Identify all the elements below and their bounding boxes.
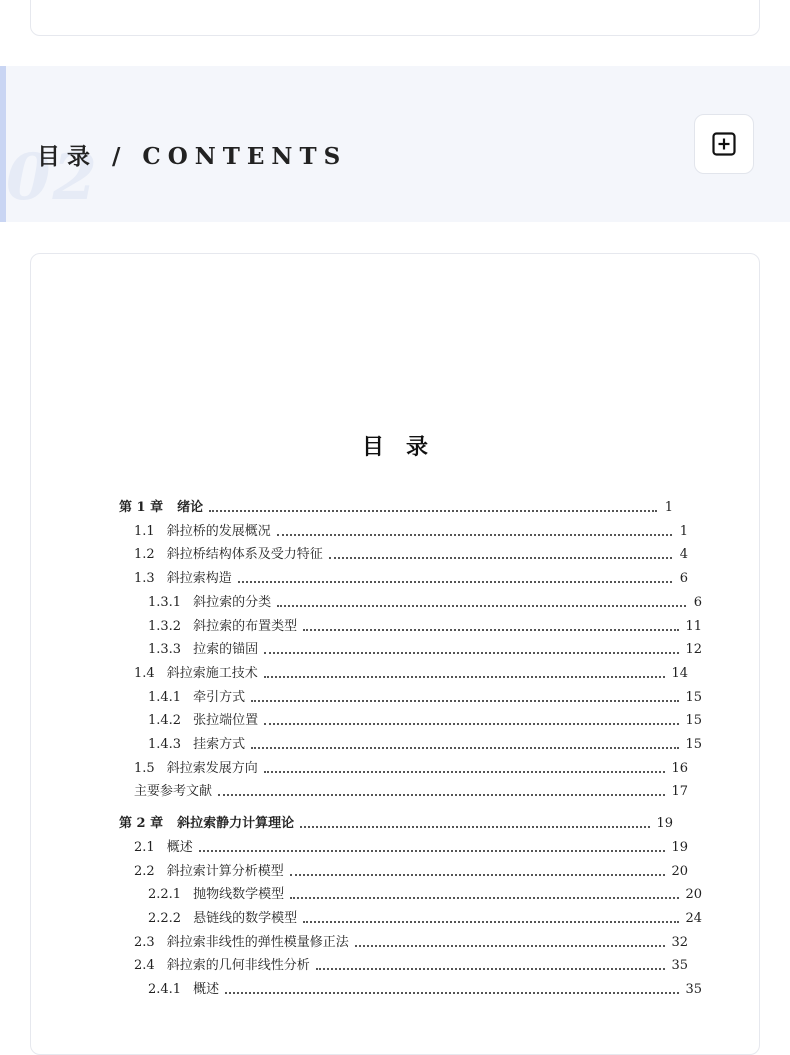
toc-entry[interactable] [119, 838, 688, 858]
toc-entry-page: 12 [685, 642, 702, 658]
toc-entry-label: 斜拉索发展方向 [166, 760, 258, 776]
section-header [0, 66, 790, 222]
toc-entry[interactable] [119, 711, 702, 731]
toc-entry-page: 6 [693, 594, 702, 610]
document-page [30, 253, 760, 1055]
toc-entry-label: 斜拉索构造 [166, 571, 232, 587]
toc-entry-label: 斜拉索的布置类型 [193, 618, 298, 634]
toc-entry-page: 11 [685, 618, 702, 634]
toc-entry-label: 张拉端位置 [193, 713, 259, 729]
toc-entry-leader [277, 534, 672, 536]
toc-entry[interactable] [119, 862, 688, 882]
toc-entry[interactable] [119, 688, 702, 708]
toc-entry-label: 抛物线数学模型 [193, 887, 285, 903]
toc-entry[interactable] [119, 759, 688, 779]
section-title: 目录 / CONTENTS [37, 143, 348, 170]
toc-entry-leader [199, 850, 666, 852]
toc-entry-number: 2.2.2 [148, 910, 182, 926]
toc-entry-leader [264, 723, 679, 725]
toc-entry-leader [300, 826, 650, 828]
toc-entry-number: 2.3 [134, 934, 155, 950]
toc-entry-leader [303, 629, 679, 631]
toc-entry-page: 6 [679, 571, 688, 587]
toc-entry[interactable] [119, 735, 702, 755]
toc-entry-number: 2.4.1 [148, 982, 182, 997]
toc-entry-number: 2.1 [134, 839, 155, 855]
toc-entry-leader [290, 897, 679, 899]
toc-entry[interactable] [119, 545, 688, 565]
toc-entry[interactable] [119, 569, 688, 589]
toc-entry-number: 2.2 [134, 863, 155, 879]
toc-entry-leader [209, 510, 657, 512]
toc-entry-leader [264, 676, 666, 678]
toc-entry-page: 4 [679, 547, 688, 563]
toc-entry-number: 2.2.1 [148, 887, 182, 903]
toc-entry-number: 1.3.1 [148, 594, 182, 610]
toc-entry-leader [264, 652, 679, 654]
toc-entry[interactable] [119, 980, 702, 1000]
toc-entry-number: 1.3 [134, 571, 155, 587]
toc-entry-page: 20 [671, 863, 688, 879]
toc-entry-leader [329, 557, 672, 559]
toc-entry-number: 1.3.3 [148, 642, 182, 658]
toc-entry-leader [225, 992, 679, 994]
toc-entry-leader [218, 794, 665, 796]
toc-entry[interactable] [119, 909, 702, 929]
toc-entry-number: 1.2 [134, 547, 155, 563]
toc-entry-page: 1 [679, 523, 688, 539]
toc-entry-leader [290, 874, 666, 876]
toc-entry[interactable] [119, 782, 688, 802]
toc-entry-number: 1.4 [134, 665, 155, 681]
toc-entry-leader [264, 771, 666, 773]
toc-entry-page: 19 [656, 816, 673, 832]
toc-entry[interactable] [119, 885, 702, 905]
toc-entry-page: 35 [685, 982, 702, 997]
toc-entry-number: 1.4.1 [148, 689, 182, 705]
toc-entry-page: 16 [671, 760, 688, 776]
toc-entry-page: 15 [685, 713, 702, 729]
toc-entry-label: 斜拉桥结构体系及受力特征 [166, 547, 323, 563]
toc-entry-number: 1.4.3 [148, 737, 182, 752]
toc-entry-number: 第 1 章 [119, 500, 164, 515]
toc-entry-label: 绪论 [177, 500, 204, 515]
toc-entry-page: 35 [671, 958, 688, 974]
section-number: 02 [6, 140, 100, 215]
toc-entry-page: 32 [671, 934, 688, 950]
toc-entry[interactable] [119, 617, 702, 637]
toc-entry[interactable] [119, 814, 673, 834]
toc-entry-number: 第 2 章 [119, 816, 164, 832]
toc-entry-label: 斜拉索非线性的弹性模量修正法 [166, 934, 349, 950]
toc-entry-page: 14 [671, 665, 688, 681]
toc-entry-label: 悬链线的数学模型 [193, 910, 298, 926]
toc-entry-label: 斜拉索计算分析模型 [166, 863, 284, 879]
toc-entry-number: 1.4.2 [148, 713, 182, 729]
toc-entry-number: 1.5 [134, 760, 155, 776]
toc-entry-number: 1.1 [134, 523, 155, 539]
toc-entry-leader [277, 605, 686, 607]
toc-entry-label: 挂索方式 [193, 737, 246, 752]
toc-entry[interactable] [119, 593, 702, 613]
toc-entry-label: 主要参考文献 [134, 784, 213, 800]
toc-entry[interactable] [119, 498, 673, 518]
expand-button[interactable] [694, 114, 754, 174]
toc-entry-page: 15 [685, 737, 702, 752]
previous-section-card [30, 0, 760, 36]
toc-entry-label: 拉索的锚固 [193, 642, 259, 658]
toc-entry[interactable] [119, 640, 702, 660]
toc-entry-label: 牵引方式 [193, 689, 246, 705]
toc-entry-leader [355, 945, 666, 947]
toc-entry-label: 概述 [193, 982, 220, 997]
toc-entry-label: 斜拉索的几何非线性分析 [166, 958, 310, 974]
toc-entry-page: 1 [664, 500, 673, 515]
toc-entry-leader [316, 968, 666, 970]
toc-entry[interactable] [119, 522, 688, 542]
plus-square-icon [711, 131, 737, 157]
toc-entry-number: 1.3.2 [148, 618, 182, 634]
toc-entry-page: 17 [671, 784, 688, 800]
toc-entry[interactable] [119, 933, 688, 953]
toc-entry[interactable] [119, 956, 688, 976]
toc-entry[interactable] [119, 664, 688, 684]
toc-entry-number: 2.4 [134, 958, 155, 974]
toc-entry-page: 24 [685, 910, 702, 926]
toc-entry-label: 斜拉索静力计算理论 [177, 816, 295, 832]
document-title: 目 录 [361, 434, 428, 460]
toc-entry-leader [251, 700, 679, 702]
toc-entry-page: 20 [685, 887, 702, 903]
toc-entry-leader [303, 921, 679, 923]
toc-entry-page: 19 [671, 839, 688, 855]
toc-entry-label: 斜拉索的分类 [193, 594, 272, 610]
toc-entry-leader [251, 747, 679, 749]
toc-entry-page: 15 [685, 689, 702, 705]
toc-entry-leader [238, 581, 672, 583]
toc-entry-label: 斜拉索施工技术 [166, 665, 258, 681]
toc-entry-label: 斜拉桥的发展概况 [166, 523, 271, 539]
toc-entry-label: 概述 [166, 839, 193, 855]
